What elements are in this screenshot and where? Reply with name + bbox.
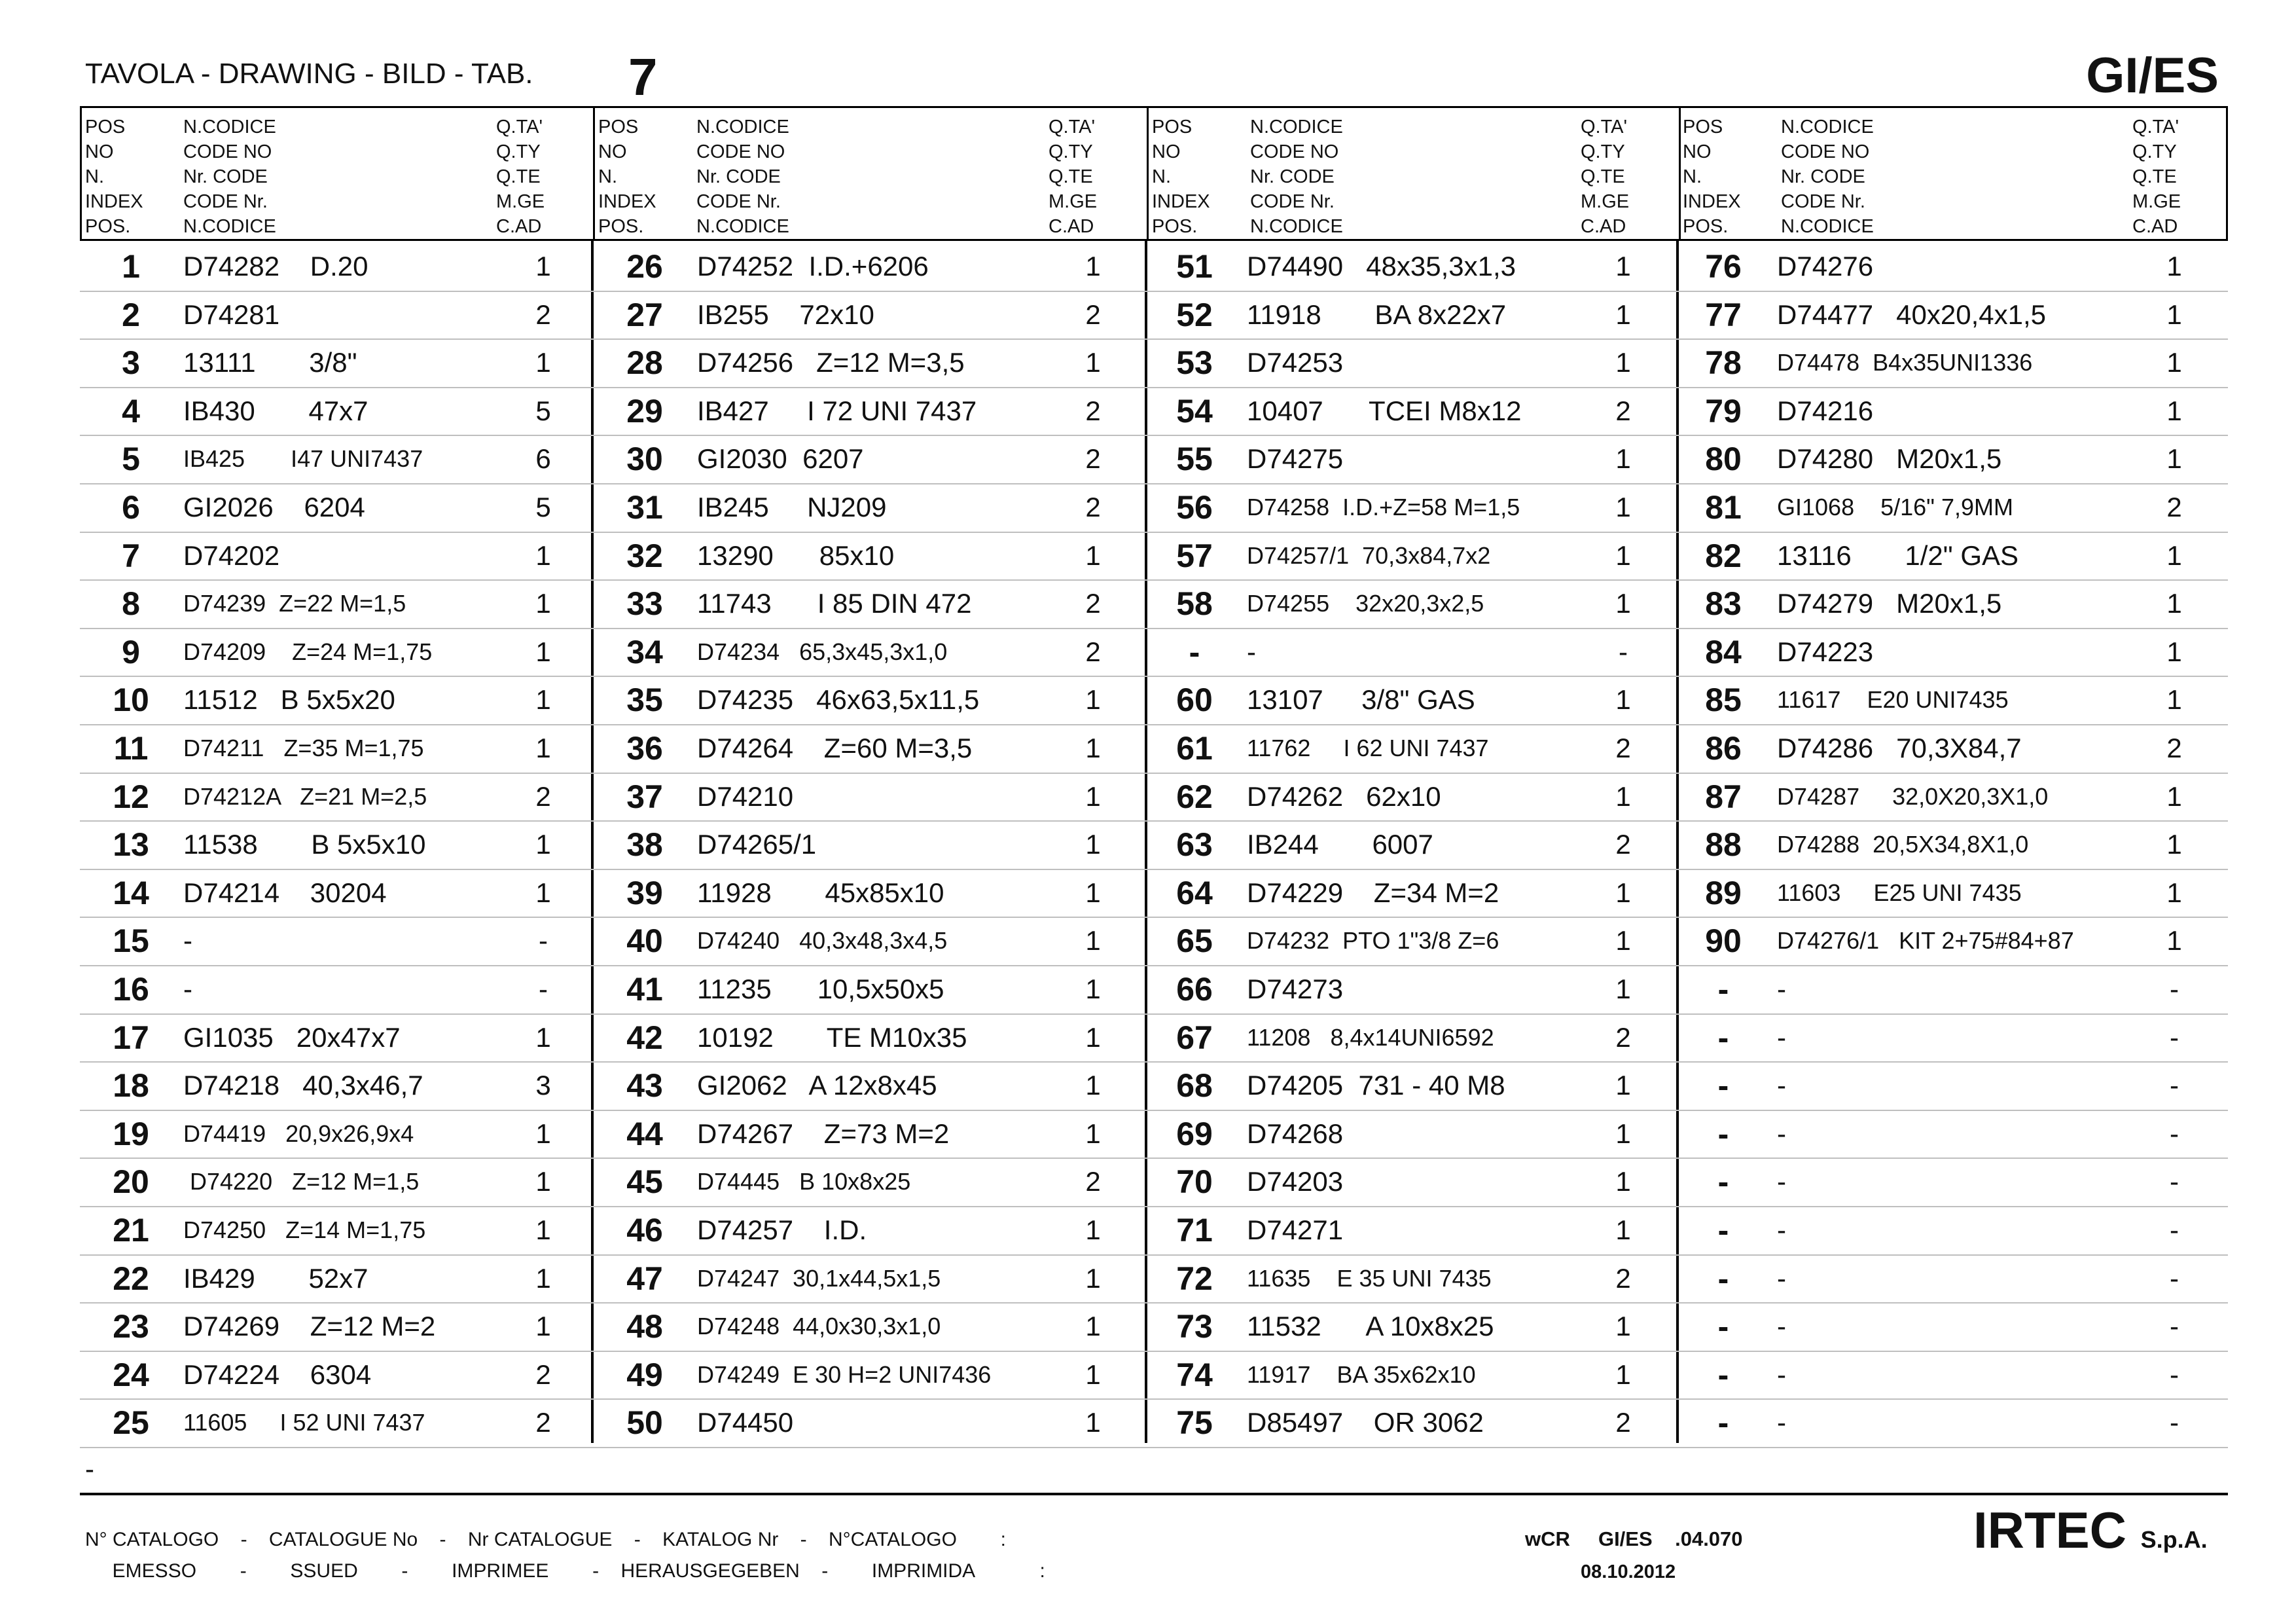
part-code: IB244 6007 xyxy=(1247,829,1433,860)
part-code: - xyxy=(1777,1262,1786,1294)
part-code: - xyxy=(1777,974,1786,1004)
part-code: D74249 E 30 H=2 UNI7436 xyxy=(697,1360,992,1388)
part-code: 13111 3/8" xyxy=(183,347,357,378)
part-code: - xyxy=(1777,1118,1786,1149)
part-code: D74477 40x20,4x1,5 xyxy=(1777,299,2046,330)
header-pos: POS NO N. INDEX POS. xyxy=(1683,117,1741,237)
part-code: GI2026 6204 xyxy=(183,492,365,522)
part-code: IB427 I 72 UNI 7437 xyxy=(697,395,977,426)
table-number: 7 xyxy=(628,48,658,106)
part-code: IB255 72x10 xyxy=(697,299,874,330)
header-separator xyxy=(593,108,595,239)
part-code: D74257/1 70,3x84,7x2 xyxy=(1247,541,1491,569)
part-code: D74212A Z=21 M=2,5 xyxy=(183,782,427,810)
row-separator xyxy=(80,1447,2228,1448)
part-code: GI1035 20x47x7 xyxy=(183,1021,401,1053)
part-code: D74286 70,3X84,7 xyxy=(1777,733,2022,763)
drawing-title: TAVOLA - DRAWING - BILD - TAB. xyxy=(85,58,533,90)
part-code: 11928 45x85x10 xyxy=(697,877,944,908)
part-code: 13107 3/8" GAS xyxy=(1247,684,1475,716)
catalogue-number: wCR GI/ES .04.070 xyxy=(1525,1527,1743,1550)
header-code: N.CODICE CODE NO Nr. CODE CODE Nr. N.CODICE xyxy=(1250,117,1343,237)
part-code: D74234 65,3x45,3x1,0 xyxy=(697,638,948,665)
part-code: D74273 xyxy=(1247,974,1344,1004)
part-code: IB430 47x7 xyxy=(183,395,368,426)
part-code: D74218 40,3x46,7 xyxy=(183,1070,423,1101)
part-code: D74280 M20x1,5 xyxy=(1777,443,2002,475)
part-code: D74267 Z=73 M=2 xyxy=(697,1118,950,1149)
header-pos: POS NO N. INDEX POS. xyxy=(85,117,143,237)
part-code: D74202 xyxy=(183,539,280,571)
part-code: D85497 OR 3062 xyxy=(1247,1407,1484,1438)
part-code: D74235 46x63,5x11,5 xyxy=(697,684,980,716)
part-code: D74268 xyxy=(1247,1118,1344,1149)
part-code: D74256 Z=12 M=3,5 xyxy=(697,347,965,378)
part-code: 11512 B 5x5x20 xyxy=(183,684,395,716)
part-code: - xyxy=(1777,1407,1786,1438)
part-code: D74276 xyxy=(1777,251,1874,282)
part-code: 11603 E25 UNI 7435 xyxy=(1777,879,2022,906)
company-logo: IRTEC S.p.A. xyxy=(1973,1501,2208,1559)
header-qty: Q.TA' Q.TY Q.TE M.GE C.AD xyxy=(1049,117,1098,237)
part-code: IB245 NJ209 xyxy=(697,492,887,522)
header-pos: POS NO N. INDEX POS. xyxy=(1152,117,1210,237)
part-code: IB429 52x7 xyxy=(183,1262,368,1294)
header-pos: POS NO N. INDEX POS. xyxy=(598,117,656,237)
header-qty: Q.TA' Q.TY Q.TE M.GE C.AD xyxy=(496,117,545,237)
part-code: D74250 Z=14 M=1,75 xyxy=(183,1216,426,1243)
part-code: D74288 20,5X34,8X1,0 xyxy=(1777,831,2029,858)
part-code: D74265/1 xyxy=(697,829,817,860)
part-code: - xyxy=(1777,1311,1786,1342)
part-code: D74252 I.D.+6206 xyxy=(697,251,929,282)
part-code: D74220 Z=12 M=1,5 xyxy=(183,1168,420,1195)
part-code: D74419 20,9x26,9x4 xyxy=(183,1120,414,1147)
part-code: D74276/1 KIT 2+75#84+87 xyxy=(1777,927,2074,955)
catalogue-label: N° CATALOGO - CATALOGUE No - Nr CATALOGUE - KATALOG Nr - N°CATALOGO : xyxy=(85,1529,1006,1550)
part-code: - xyxy=(1777,1021,1786,1053)
part-code: D74224 6304 xyxy=(183,1359,372,1390)
part-code: 11605 I 52 UNI 7437 xyxy=(183,1409,425,1436)
part-code: - xyxy=(1777,1214,1786,1245)
part-code: D74203 xyxy=(1247,1166,1344,1197)
part-code: D74275 xyxy=(1247,443,1344,475)
header-qty: Q.TA' Q.TY Q.TE M.GE C.AD xyxy=(2132,117,2181,237)
part-code: D74253 xyxy=(1247,347,1344,378)
column-header xyxy=(80,106,2228,241)
part-code: D74240 40,3x48,3x4,5 xyxy=(697,927,948,955)
part-code: D74258 I.D.+Z=58 M=1,5 xyxy=(1247,494,1520,520)
part-code: D74269 Z=12 M=2 xyxy=(183,1311,436,1342)
part-code: 13116 1/2" GAS xyxy=(1777,539,2019,571)
part-code: D74445 B 10x8x25 xyxy=(697,1168,911,1195)
part-code: D74490 48x35,3x1,3 xyxy=(1247,251,1516,282)
part-code: 11918 BA 8x22x7 xyxy=(1247,299,1507,330)
header-code: N.CODICE CODE NO Nr. CODE CODE Nr. N.CODICE xyxy=(183,117,276,237)
header-qty: Q.TA' Q.TY Q.TE M.GE C.AD xyxy=(1581,117,1630,237)
footer-rule xyxy=(80,1493,2228,1495)
part-code: D74248 44,0x30,3x1,0 xyxy=(697,1313,941,1340)
part-code: 10192 TE M10x35 xyxy=(697,1021,967,1053)
part-code: - xyxy=(1247,636,1256,667)
part-code: D74223 xyxy=(1777,636,1874,667)
part-code: D74271 xyxy=(1247,1214,1344,1245)
part-code: D74210 xyxy=(697,780,794,812)
part-code: 11743 I 85 DIN 472 xyxy=(697,588,972,619)
part-code: D74262 62x10 xyxy=(1247,780,1441,812)
header-code: N.CODICE CODE NO Nr. CODE CODE Nr. N.CODICE xyxy=(696,117,789,237)
part-code: D74282 D.20 xyxy=(183,251,368,282)
part-code: D74205 731 - 40 M8 xyxy=(1247,1070,1505,1101)
part-code: D74478 B4x35UNI1336 xyxy=(1777,349,2033,376)
part-code: - xyxy=(183,974,192,1004)
part-code: D74239 Z=22 M=1,5 xyxy=(183,590,406,617)
header-separator xyxy=(1147,108,1149,239)
part-code: D74281 xyxy=(183,299,280,330)
header-code: N.CODICE CODE NO Nr. CODE CODE Nr. N.CODICE xyxy=(1781,117,1874,237)
part-code: 11208 8,4x14UNI6592 xyxy=(1247,1023,1494,1051)
part-code: D74229 Z=34 M=2 xyxy=(1247,877,1499,908)
part-code: GI1068 5/16" 7,9MM xyxy=(1777,494,2013,520)
part-code: D74264 Z=60 M=3,5 xyxy=(697,733,973,763)
part-code: 11635 E 35 UNI 7435 xyxy=(1247,1264,1492,1292)
issued-label: EMESSO - SSUED - IMPRIMEE - HERAUSGEGEBEN - IMPRIMIDA : xyxy=(85,1560,1045,1582)
model-code: GI/ES xyxy=(2086,48,2219,103)
part-code: D74255 32x20,3x2,5 xyxy=(1247,590,1484,617)
part-code: GI2030 6207 xyxy=(697,443,864,475)
part-code: - xyxy=(183,925,192,957)
part-code: 11235 10,5x50x5 xyxy=(697,974,944,1004)
part-code: D74211 Z=35 M=1,75 xyxy=(183,735,424,761)
part-code: 11532 A 10x8x25 xyxy=(1247,1311,1494,1342)
part-code: D74209 Z=24 M=1,75 xyxy=(183,638,433,665)
part-code: - xyxy=(1777,1070,1786,1101)
part-code: 11762 I 62 UNI 7437 xyxy=(1247,735,1489,761)
part-code: D74450 xyxy=(697,1407,794,1438)
part-code: D74214 30204 xyxy=(183,877,387,908)
part-code: D74257 I.D. xyxy=(697,1214,867,1245)
part-code: GI2062 A 12x8x45 xyxy=(697,1070,937,1101)
part-code: D74232 PTO 1"3/8 Z=6 xyxy=(1247,927,1499,955)
footnote-dash: - xyxy=(85,1453,94,1484)
part-code: D74216 xyxy=(1777,395,1874,426)
header-separator xyxy=(1679,108,1681,239)
part-code: 13290 85x10 xyxy=(697,539,895,571)
issue-date: 08.10.2012 xyxy=(1581,1561,1676,1582)
part-code: - xyxy=(1777,1359,1786,1390)
part-code: D74287 32,0X20,3X1,0 xyxy=(1777,782,2049,810)
part-code: 11917 BA 35x62x10 xyxy=(1247,1360,1476,1388)
part-code: - xyxy=(1777,1166,1786,1197)
part-code: 10407 TCEI M8x12 xyxy=(1247,395,1522,426)
part-code: D74247 30,1x44,5x1,5 xyxy=(697,1264,941,1292)
part-code: D74279 M20x1,5 xyxy=(1777,588,2002,619)
part-code: 11538 B 5x5x10 xyxy=(183,829,426,860)
part-code: 11617 E20 UNI7435 xyxy=(1777,686,2009,714)
part-code: IB425 I47 UNI7437 xyxy=(183,445,423,473)
